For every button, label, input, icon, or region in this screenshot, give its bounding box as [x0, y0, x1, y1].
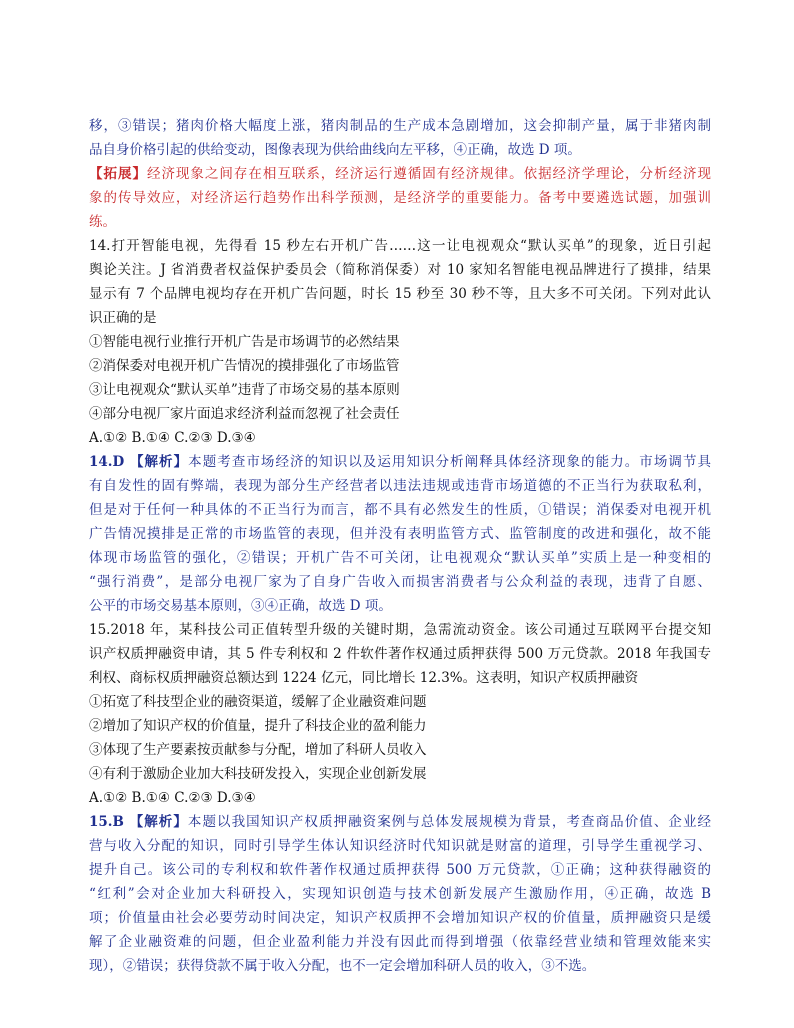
q14-answer: 14.D — [89, 454, 130, 470]
q15-explanation-line-5: 项；价值量由社会必要劳动时间决定，知识产权质押不会增加知识产权的价值量，质押融资只是缓 — [89, 910, 711, 926]
q15-option-3: ③体现了生产要素按贡献参与分配，增加了科研人员收入 — [89, 742, 427, 758]
q15-stem-line-1: 15.2018 年，某科技公司正值转型升级的关键时期，急需流动资金。该公司通过互联网平台提交知 — [89, 622, 711, 638]
q15-explanation-line-1 — [89, 810, 711, 834]
extension-text-1: 经济现象之间存在相互联系，经济运行遵循固有经济规律。依据经济学理论，分析经济现 — [146, 166, 711, 182]
q15-explanation-text-1: 本题以我国知识产权质押融资案例与总体发展规模为背景，考查商品价值、企业经 — [187, 814, 712, 830]
q14-option-1: ①智能电视行业推行开机广告是市场调节的必然结果 — [89, 334, 400, 350]
q14-explanation-line-7: 公平的市场交易基本原则，③④正确，故选 D 项。 — [89, 598, 392, 614]
q15-explanation-line-7: 现），②错误；获得贷款不属于收入分配，也不一定会增加科研人员的收入，③不选。 — [89, 958, 596, 974]
prev-explanation-line-2: 品自身价格引起的供给变动，图像表现为供给曲线向左平移，④正确，故选 D 项。 — [89, 142, 581, 158]
q14-choices: A.①② B.①④ C.②③ D.③④ — [89, 430, 256, 446]
q15-stem-line-3: 利权、商标权质押融资总额达到 1224 亿元，同比增长 12.3%。这表明，知识产权质押融资 — [89, 670, 639, 686]
q15-stem-line-2: 识产权质押融资申请，其 5 件专利权和 2 件软件著作权通过质押获得 500 万元贷款。2018 年我国专 — [89, 646, 711, 662]
q15-answer: 15.B — [89, 814, 130, 830]
q14-stem-line-4: 识正确的是 — [89, 310, 157, 326]
q15-explanation-line-6: 解了企业融资难的问题，但企业盈利能力并没有因此而得到增强（依靠经营业绩和管理效能来实 — [89, 934, 711, 950]
extension-line-1 — [89, 162, 711, 186]
q14-explanation-line-3: 但是对于任何一种具体的不正当行为而言，都不具有必然发生的性质，①错误；消保委对电视开机 — [89, 502, 711, 518]
q15-explanation-line-2: 营与收入分配的知识，同时引导学生体认知识经济时代知识就是财富的道理，引导学生重视学习、 — [89, 838, 711, 854]
q15-option-4: ④有利于激励企业加大科技研发投入，实现企业创新发展 — [89, 766, 427, 782]
q14-stem-line-1: 14.打开智能电视，先得看 15 秒左右开机广告……这一让电视观众“默认买单”的现象，近日引起 — [89, 238, 711, 254]
extension-line-2: 象的传导效应，对经济运行趋势作出科学预测，是经济学的重要能力。备考中要遴选试题，加强训 — [89, 190, 711, 206]
q14-explanation-line-4: 广告情况摸排是正常的市场监管的表现，但并没有表明监管方式、监管制度的改进和强化，故不能 — [89, 526, 711, 542]
q14-explanation-text-1: 本题考查市场经济的知识以及运用知识分析阐释具体经济现象的能力。市场调节具 — [188, 454, 712, 470]
q14-option-2: ②消保委对电视开机广告情况的摸排强化了市场监管 — [89, 358, 400, 374]
q15-analysis-tag: 【解析】 — [129, 814, 188, 830]
q14-analysis-tag: 【解析】 — [129, 454, 189, 470]
q14-option-3: ③让电视观众“默认买单”违背了市场交易的基本原则 — [89, 382, 400, 398]
q14-explanation-line-1 — [89, 450, 711, 474]
q14-option-4: ④部分电视厂家片面追求经济利益而忽视了社会责任 — [89, 406, 400, 422]
extension-tag: 【拓展】 — [89, 166, 147, 182]
q15-choices: A.①② B.①④ C.②③ D.③④ — [89, 790, 256, 806]
q15-option-2: ②增加了知识产权的价值量，提升了科技企业的盈利能力 — [89, 718, 427, 734]
q14-stem-line-2: 舆论关注。J 省消费者权益保护委员会（简称消保委）对 10 家知名智能电视品牌进行了摸排，结果 — [89, 262, 711, 278]
q15-explanation-line-4: “红利”会对企业加大科研投入，实现知识创造与技术创新发展产生激励作用，④正确，故选 B — [89, 886, 711, 902]
prev-explanation-line-1: 移，③错误；猪肉价格大幅度上涨，猪肉制品的生产成本急剧增加，这会抑制产量，属于非猪肉制 — [89, 118, 711, 134]
q14-stem-line-3: 显示有 7 个品牌电视均存在开机广告问题，时长 15 秒至 30 秒不等，且大多不可关闭。下列对此认 — [89, 286, 711, 302]
extension-line-3: 练。 — [89, 214, 116, 230]
q15-option-1: ①拓宽了科技型企业的融资渠道，缓解了企业融资难问题 — [89, 694, 427, 710]
q14-explanation-line-6: “强行消费”，是部分电视厂家为了自身广告收入而损害消费者与公众利益的表现，违背了自愿、 — [89, 574, 711, 590]
q14-explanation-line-5: 体现市场监管的强化，②错误；开机广告不可关闭，让电视观众“默认买单”实质上是一种变相的 — [89, 550, 711, 566]
q15-explanation-line-3: 提升自己。该公司的专利权和软件著作权通过质押获得 500 万元贷款，①正确；这种获得融资的 — [89, 862, 711, 878]
q14-explanation-line-2: 有自发性的固有弊端，表现为部分生产经营者以违法违规或违背市场道德的不正当行为获取私利， — [89, 478, 711, 494]
